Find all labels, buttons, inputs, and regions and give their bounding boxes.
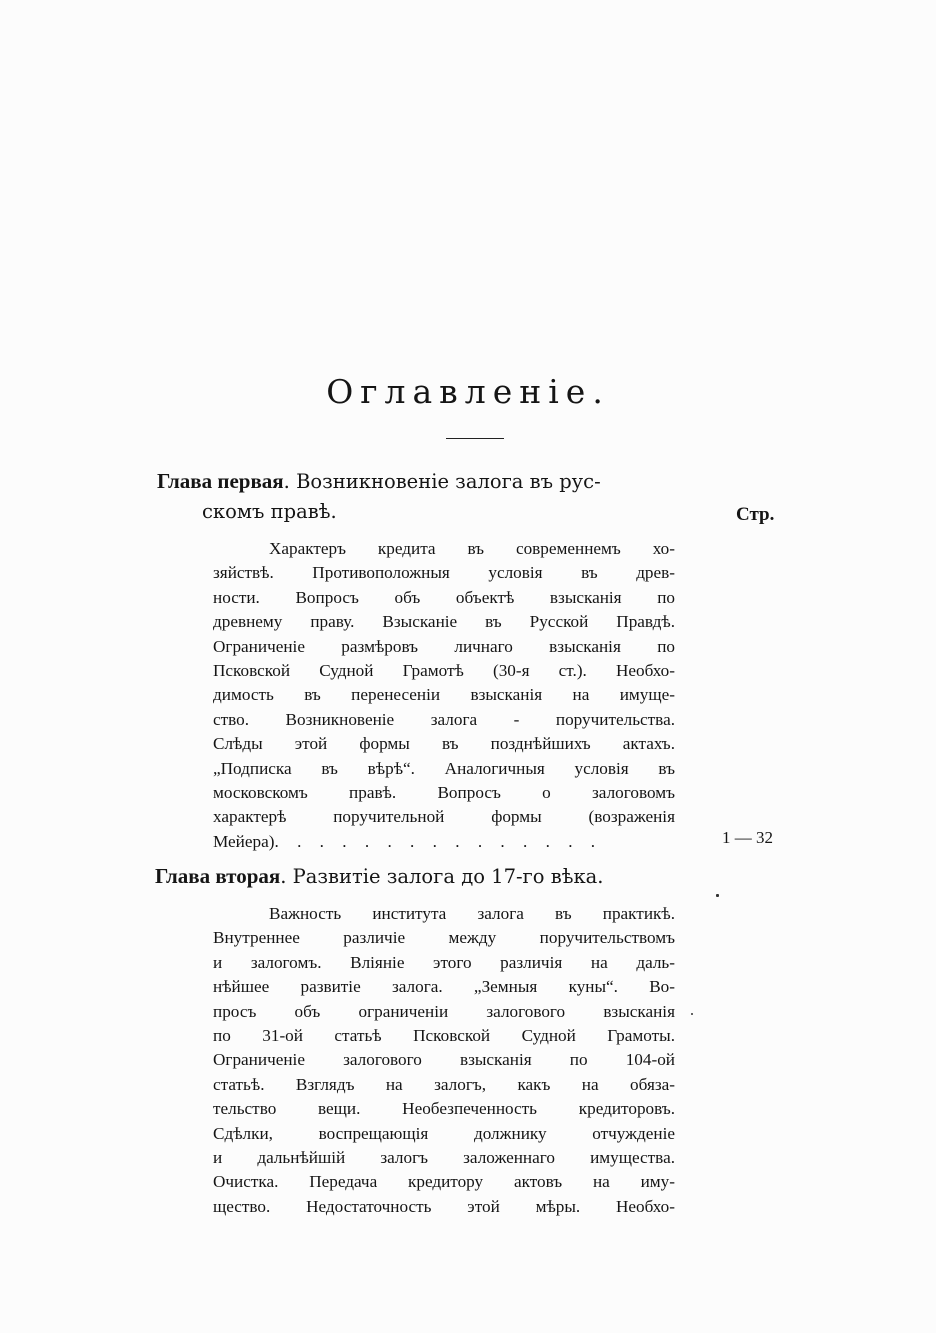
chapter1-summary [213, 537, 675, 854]
page-column-label: Стр. [736, 504, 775, 525]
chapter2-title: . Развитіе залога до 17-го вѣка. [280, 865, 604, 888]
ink-speck [691, 1013, 693, 1015]
summary-line: ство. Возникновеніе залога - поручительства. [213, 709, 675, 729]
summary-line: щество. Недостаточность этой мѣры. Необхо- [213, 1196, 675, 1216]
chapter2-heading [155, 862, 603, 891]
page-title: Оглавленіе. [326, 372, 610, 411]
summary-line: ности. Вопросъ объ объектѣ взысканія по [213, 587, 675, 607]
chapter1-label: Глава первая [157, 469, 284, 493]
summary-line: Внутреннее различіе между поручительствомъ [213, 928, 675, 948]
summary-line: Слѣды этой формы въ позднѣйшихъ актахъ. [213, 734, 675, 754]
summary-line: Важность института залога въ практикѣ. [269, 904, 675, 923]
summary-line-text: Мейера) [213, 831, 275, 851]
summary-line: Сдѣлки, воспрещающія должнику отчужденіе [213, 1123, 675, 1143]
summary-line: характерѣ поручительной формы (возраженія [213, 807, 675, 827]
summary-line: Очистка. Передача кредитору актовъ на иму- [213, 1172, 675, 1192]
title-rule [446, 438, 504, 439]
summary-line: „Подписка въ вѣрѣ“. Аналогичныя условія въ [213, 758, 675, 778]
chapter1-title-part1: . Возникновеніе залога въ рус- [283, 470, 601, 493]
summary-line: нѣйшее развитіе залога. „Земныя куны“. Во- [213, 977, 675, 997]
summary-line: и дальнѣйшій залогъ заложеннаго имущества. [213, 1147, 675, 1167]
summary-line: Псковской Судной Грамотѣ (30-я ст.). Необхо- [213, 660, 675, 680]
chapter1-pages: 1 — 32 [722, 828, 773, 847]
summary-line: московскомъ правѣ. Вопросъ о залоговомъ [213, 782, 675, 802]
summary-line: по 31-ой статьѣ Псковской Судной Грамоты. [213, 1025, 675, 1045]
leader-dots: . . . . . . . . . . . . . . . [274, 831, 603, 851]
chapter1-title-part2: скомъ правѣ. [202, 500, 337, 523]
chapter2-label: Глава вторая [155, 864, 281, 888]
summary-line: статьѣ. Взглядъ на залогъ, какъ на обяза- [213, 1074, 675, 1094]
chapter1-heading [157, 467, 601, 496]
summary-line: Характеръ кредита въ современнемъ хо- [269, 539, 675, 558]
chapter2-summary [213, 902, 675, 1219]
summary-line: Ограниченіе залогового взысканія по 104-ой [213, 1050, 675, 1070]
summary-line: димость въ перенесеніи взысканія на имуще- [213, 685, 675, 705]
summary-line-last [213, 830, 675, 854]
summary-line: древнему праву. Взысканіе въ Русской Правдѣ. [213, 612, 675, 632]
summary-line: и залогомъ. Вліяніе этого различія на даль- [213, 952, 675, 972]
ink-speck [716, 894, 719, 897]
summary-line: зяйствѣ. Противоположныя условія въ древ- [213, 563, 675, 583]
summary-line: просъ объ ограниченіи залогового взысканія [213, 1001, 675, 1021]
summary-line: тельство вещи. Необезпеченность кредиторовъ. [213, 1099, 675, 1119]
summary-line: Ограниченіе размѣровъ личнаго взысканія по [213, 636, 675, 656]
